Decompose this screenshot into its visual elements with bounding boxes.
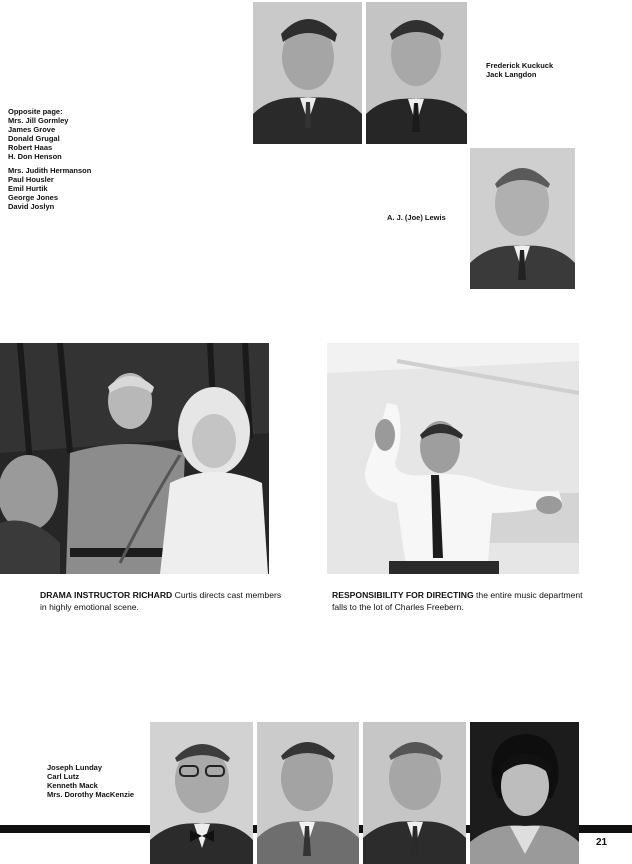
faculty-name: Jack Langdon	[486, 70, 537, 79]
portrait-photo	[366, 2, 467, 144]
faculty-name: George Jones	[8, 193, 59, 202]
page-number: 21	[596, 837, 608, 848]
faculty-name: Mrs. Jill Gormley	[8, 116, 69, 125]
faculty-names-top-right	[486, 61, 553, 79]
faculty-name: Frederick Kuckuck	[486, 61, 554, 70]
caption-lead: DRAMA INSTRUCTOR RICHARD	[40, 590, 173, 600]
portrait-photo	[470, 148, 575, 289]
drama-photo-caption	[40, 589, 285, 613]
portrait-photo	[150, 722, 253, 864]
faculty-name: David Joslyn	[8, 202, 55, 211]
faculty-names-bottom	[47, 763, 134, 799]
faculty-name: James Grove	[8, 125, 56, 134]
opposite-page-names	[8, 107, 91, 211]
faculty-name: Paul Housler	[8, 175, 54, 184]
faculty-name: Kenneth Mack	[47, 781, 98, 790]
faculty-name: Carl Lutz	[47, 772, 80, 781]
faculty-name: Robert Haas	[8, 143, 53, 152]
faculty-name: H. Don Henson	[8, 152, 62, 161]
faculty-name-lewis: A. J. (Joe) Lewis	[387, 213, 446, 222]
portrait-photo	[253, 2, 362, 144]
faculty-name: Mrs. Dorothy MacKenzie	[47, 790, 135, 799]
opposite-page-heading: Opposite page:	[8, 107, 63, 116]
portrait-photo	[363, 722, 466, 864]
faculty-name: Joseph Lunday	[47, 763, 103, 772]
drama-class-photo	[0, 343, 269, 574]
faculty-name: Donald Grugal	[8, 134, 60, 143]
caption-text: the entire music department falls to the lot of Charles Freebern.	[332, 590, 583, 612]
faculty-name: Emil Hurtik	[8, 184, 48, 193]
faculty-name: Mrs. Judith Hermanson	[8, 166, 92, 175]
caption-lead: RESPONSIBILITY FOR DIRECTING	[332, 590, 474, 600]
caption-text: Curtis directs cast members in highly emotional scene.	[40, 590, 282, 612]
bottom-rule-end	[579, 825, 632, 833]
portrait-photo	[470, 722, 579, 864]
music-director-photo	[327, 343, 579, 574]
music-photo-caption	[332, 589, 584, 613]
portrait-photo	[257, 722, 359, 864]
